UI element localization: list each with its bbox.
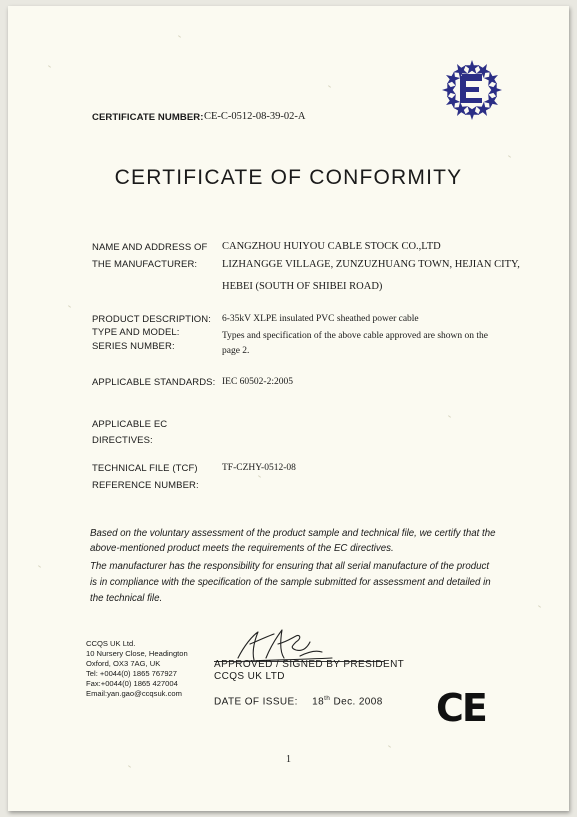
technical-file-value: TF-CZHY-0512-08 bbox=[222, 463, 296, 473]
signature-line1: APPROVED / SIGNED BY PRESIDENT bbox=[214, 659, 405, 670]
manufacturer-label-line1: NAME AND ADDRESS OF bbox=[92, 242, 208, 253]
issue-date-rest: Dec. 2008 bbox=[333, 696, 383, 708]
product-types-line2: page 2. bbox=[222, 346, 250, 356]
manufacturer-address-line1: LIZHANGGE VILLAGE, ZUNZUZHUANG TOWN, HEJIAN CITY, bbox=[222, 259, 520, 270]
certificate-number-label: CERTIFICATE NUMBER: bbox=[92, 112, 204, 123]
paper-fleck bbox=[258, 475, 261, 478]
issuer-email: Email:yan.gao@ccqsuk.com bbox=[86, 689, 182, 698]
paper-fleck bbox=[328, 85, 331, 88]
statement1-line1: Based on the voluntary assessment of the product sample and technical file, we certify that the bbox=[90, 528, 496, 539]
page-title: CERTIFICATE OF CONFORMITY bbox=[114, 166, 463, 189]
page-number: 1 bbox=[286, 754, 291, 765]
paper-fleck bbox=[388, 745, 391, 748]
statement2-line2: is in compliance with the specification of the sample submitted for assessment and detailed in bbox=[90, 577, 491, 588]
product-label-line3: SERIES NUMBER: bbox=[92, 341, 175, 352]
product-types-line1: Types and specification of the above cable approved are shown on the bbox=[222, 331, 489, 341]
paper-fleck bbox=[178, 35, 181, 38]
directives-label-line2: DIRECTIVES: bbox=[92, 435, 153, 446]
paper-fleck bbox=[128, 765, 131, 768]
issue-date-suffix: th bbox=[324, 695, 331, 702]
manufacturer-address-line2: HEBEI (SOUTH OF SHIBEI ROAD) bbox=[222, 281, 383, 292]
paper-fleck bbox=[48, 65, 51, 68]
statement2-line1: The manufacturer has the responsibility for ensuring that all serial manufacture of the product bbox=[90, 561, 490, 572]
issuer-tel: Tel: +0044(0) 1865 767927 bbox=[86, 669, 177, 678]
issue-date bbox=[214, 695, 383, 707]
technical-file-label-line1: TECHNICAL FILE (TCF) bbox=[92, 463, 198, 474]
paper-fleck bbox=[68, 305, 71, 308]
issuer-name: CCQS UK Ltd. bbox=[86, 639, 136, 648]
statement1-line2: above-mentioned product meets the requirements of the EC directives. bbox=[90, 543, 394, 554]
paper-fleck bbox=[508, 155, 511, 158]
manufacturer-label-line2: THE MANUFACTURER: bbox=[92, 259, 198, 270]
issuer-address1: 10 Nursery Close, Headington bbox=[86, 649, 188, 658]
paper-fleck bbox=[448, 415, 451, 418]
issuer-block bbox=[86, 639, 188, 699]
paper-fleck bbox=[538, 605, 541, 608]
product-label-line2: TYPE AND MODEL: bbox=[92, 327, 180, 338]
paper-fleck bbox=[38, 565, 41, 568]
directives-label-line1: APPLICABLE EC bbox=[92, 419, 168, 430]
issuer-fax: Fax:+0044(0) 1865 427004 bbox=[86, 679, 178, 688]
issue-date-label: DATE OF ISSUE: bbox=[214, 696, 298, 708]
standards-label: APPLICABLE STANDARDS: bbox=[92, 377, 216, 388]
ccqs-e-star-logo-icon bbox=[438, 56, 506, 124]
manufacturer-name: CANGZHOU HUIYOU CABLE STOCK CO.,LTD bbox=[222, 241, 441, 252]
certificate-number-value: CE-C-0512-08-39-02-A bbox=[204, 111, 306, 122]
statement2-line3: the technical file. bbox=[90, 593, 163, 604]
product-label-line1: PRODUCT DESCRIPTION: bbox=[92, 314, 212, 325]
technical-file-label-line2: REFERENCE NUMBER: bbox=[92, 480, 199, 491]
standards-value: IEC 60502-2:2005 bbox=[222, 377, 293, 387]
ce-mark: CE bbox=[436, 686, 486, 730]
issue-date-day: 18 bbox=[312, 696, 325, 708]
product-description: 6-35kV XLPE insulated PVC sheathed power cable bbox=[222, 314, 419, 324]
certificate-page bbox=[8, 6, 569, 811]
signature-line2: CCQS UK LTD bbox=[214, 671, 285, 682]
issuer-address2: Oxford, OX3 7AG, UK bbox=[86, 659, 161, 668]
